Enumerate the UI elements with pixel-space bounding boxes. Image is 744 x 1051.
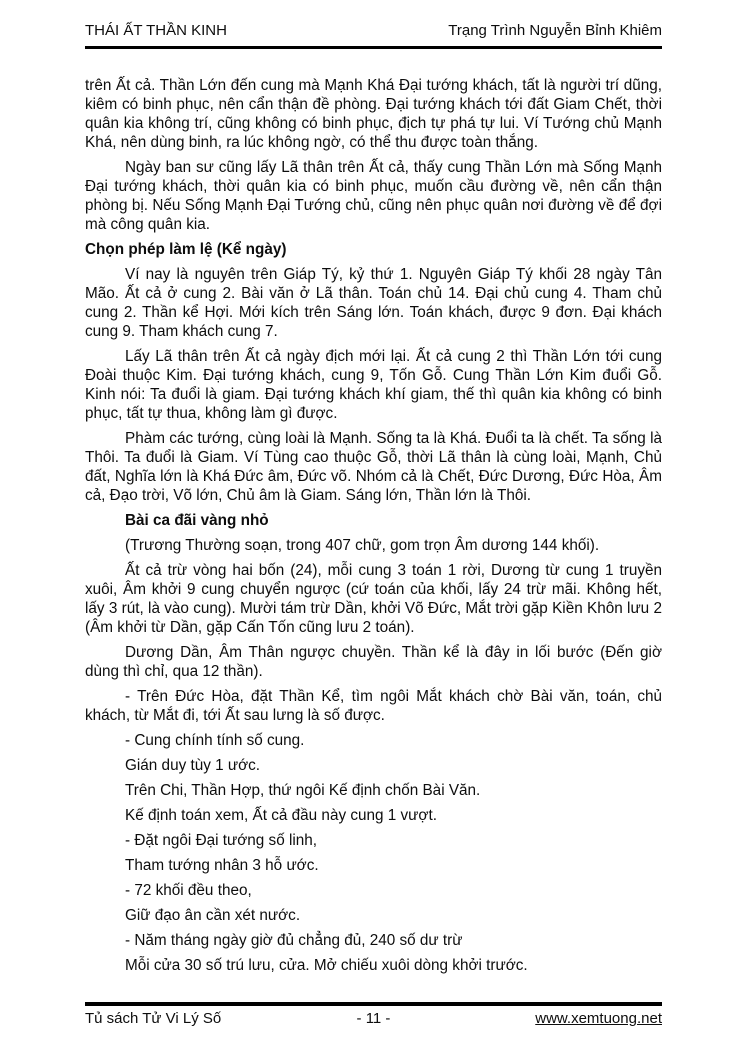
verse-line: - Năm tháng ngày giờ đủ chẳng đủ, 240 số dư trừ xyxy=(125,932,463,949)
page-footer xyxy=(85,1002,662,1027)
paragraph: Lấy Lã thân trên Ất cả ngày địch mới lại. Ất cả cung 2 thì Thần Lớn tới cung Đoài thuộc Kim. Đại tướng khách, cung 9, Tốn Gỗ. Cung Thần Lớn Kim đuổi Gỗ. Kinh nói: Ta đuổi là giam. Đại tướng khách khí giam, thế thì quân kia không có binh phục, tất tự thua, không làm gì được. xyxy=(85,348,662,422)
paragraph: (Trương Thường soạn, trong 407 chữ, gom trọn Âm dương 144 khối). xyxy=(125,537,600,554)
verse-line: Trên Chi, Thần Hợp, thứ ngôi Kế định chốn Bài Văn. xyxy=(125,782,481,799)
paragraph: trên Ất cả. Thần Lớn đến cung mà Mạnh Khá Đại tướng khách, tất là người trí dũng, kiêm có binh phục, nên cẩn thận đề phòng. Đại tướng khách tới đất Giam Chết, thời quân kia không trí, cũng không có binh phục, địch tự phá tự lui. Ví Tướng chủ Mạnh Khá, nên dùng binh, ra lúc không ngờ, có thể thu được toàn thắng. xyxy=(85,77,662,151)
footer-page-number: - 11 - xyxy=(356,1010,391,1027)
verse-line: Giữ đạo ân cần xét nước. xyxy=(125,907,301,924)
section-heading: Bài ca đãi vàng nhỏ xyxy=(125,512,269,529)
section-heading: Chọn phép làm lệ (Kể ngày) xyxy=(85,241,287,258)
verse-line: - 72 khối đều theo, xyxy=(125,882,252,899)
paragraph: Ất cả trừ vòng hai bốn (24), mỗi cung 3 toán 1 rời, Dương từ cung 1 truyền xuôi, Âm khởi 9 cung chuyển ngược (cứ toán của khối, lấy 24 trừ mãi. Không hết, lấy 3 rút, là vào cung). Mười tám trừ Dần, khởi Võ Đức, Mắt trời gặp Kiền Khôn lưu 2 (Âm khởi từ Dần, gặp Cấn Tốn cũng lưu 2 toán). xyxy=(85,562,662,636)
verse-line: Gián duy tùy 1 ước. xyxy=(125,757,261,774)
paragraph: Ngày ban sư cũng lấy Lã thân trên Ất cả, thấy cung Thần Lớn mà Sống Mạnh Đại tướng khách, thời quân kia có binh phục, muốn cầu đường về, nên cẩn thận phòng bị. Nếu Sống Mạnh Đại Tướng chủ, cũng nên phục quân nơi đường về để đợi mà công quân kia. xyxy=(85,159,662,233)
document-body xyxy=(85,76,662,981)
header-book-title: THÁI ẤT THẦN KINH xyxy=(85,22,227,39)
verse-line: Kế định toán xem, Ất cả đầu này cung 1 vượt. xyxy=(125,807,437,824)
footer-series-title: Tủ sách Tử Vi Lý Số xyxy=(85,1010,222,1027)
page-header xyxy=(85,22,662,49)
verse-line: - Đặt ngôi Đại tướng số linh, xyxy=(125,832,318,849)
verse-line: - Cung chính tính số cung. xyxy=(125,732,305,749)
verse-line: Mỗi cửa 30 số trú lưu, cửa. Mở chiếu xuôi dòng khởi trước. xyxy=(125,957,528,974)
paragraph: Dương Dần, Âm Thân ngược chuyền. Thần kể là đây in lối bước (Đến giờ dùng thì chỉ, qua 12 thần). xyxy=(85,644,662,680)
paragraph: - Trên Đức Hòa, đặt Thần Kể, tìm ngôi Mắt khách chờ Bài văn, toán, chủ khách, từ Mắt đi, tới Ất sau lưng là số được. xyxy=(85,688,662,724)
footer-website-link[interactable]: www.xemtuong.net xyxy=(535,1010,662,1027)
header-author: Trạng Trình Nguyễn Bỉnh Khiêm xyxy=(448,22,662,39)
paragraph: Phàm các tướng, cùng loài là Mạnh. Sống ta là Khá. Đuổi ta là chết. Ta sống là Thôi. Ta đuổi là Giam. Ví Tùng cao thuộc Gỗ, thời Lã thân là cùng loài, Mạnh, Chủ đất, Nghĩa lớn là Khá Đức âm, Đức võ. Nhóm cả là Chết, Đức Dương, Đức Hòa, Âm cả, Đạo trời, Võ lớn, Chủ âm là Giam. Sáng lớn, Thần lớn là Thôi. xyxy=(85,430,662,504)
paragraph: Ví nay là nguyên trên Giáp Tý, kỷ thứ 1. Nguyên Giáp Tý khối 28 ngày Tân Mão. Ất cả ở cung 2. Bài văn ở Lã thân. Toán chủ 14. Đại chủ cung 4. Tham chủ cung 2. Thần kể Hợi. Mới kích trên Sáng lớn. Toán khách, được 9 đơn. Đại khách cung 9. Tham khách cung 7. xyxy=(85,266,662,340)
verse-line: Tham tướng nhân 3 hỗ ước. xyxy=(125,857,319,874)
